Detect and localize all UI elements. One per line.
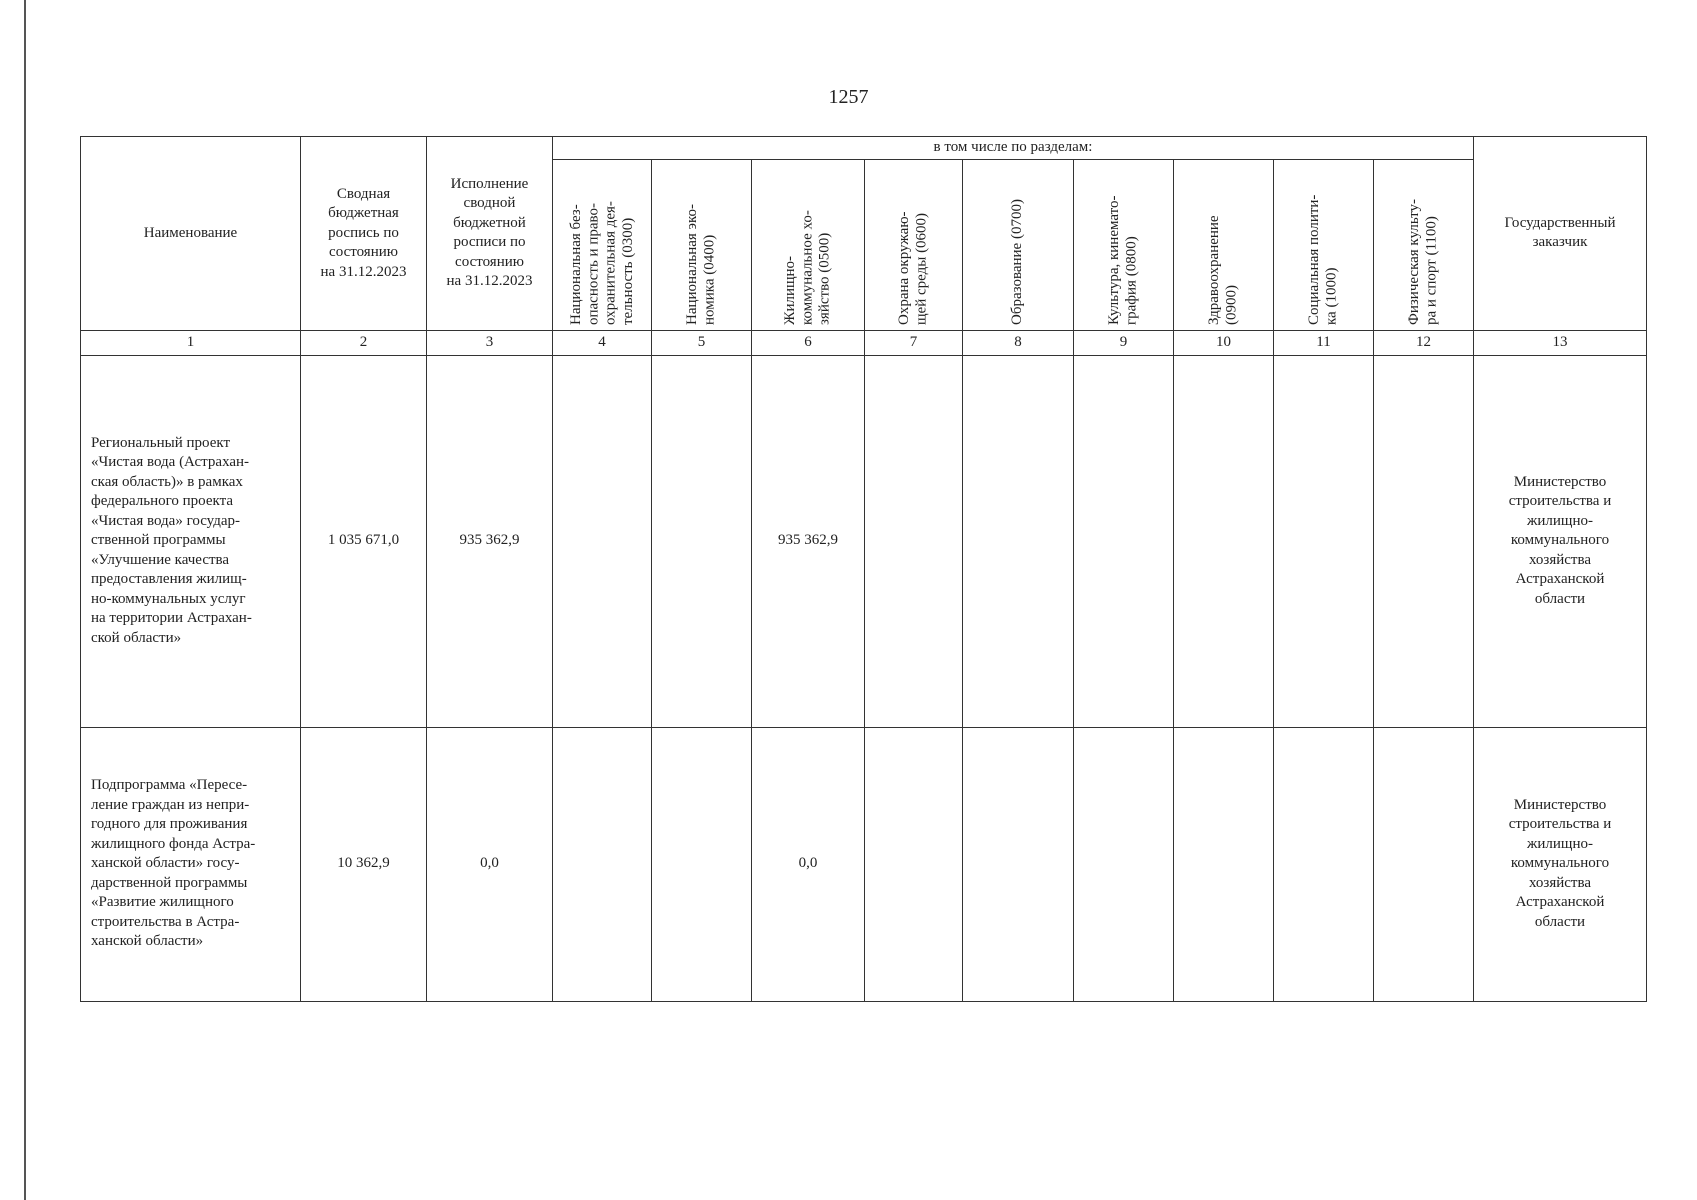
row-execution: 0,0: [427, 727, 553, 1001]
row-section-0600: [865, 727, 963, 1001]
column-number-row: [81, 330, 1647, 355]
column-number: 4: [553, 330, 652, 355]
row-section-0800: [1074, 355, 1174, 727]
header-section-0900: Здравоохранение (0900): [1174, 159, 1274, 330]
column-number: 9: [1074, 330, 1174, 355]
header-row-top: [81, 137, 1647, 160]
header-section-0500: Жилищно- коммунальное хо- зяйство (0500): [752, 159, 865, 330]
row-plan: 10 362,9: [301, 727, 427, 1001]
page-binding-line: [24, 0, 26, 1200]
column-number: 3: [427, 330, 553, 355]
page-number: 1257: [828, 86, 869, 108]
row-section-0700: [963, 355, 1074, 727]
row-section-0600: [865, 355, 963, 727]
column-number: 10: [1174, 330, 1274, 355]
header-section-1100: Физическая культу- ра и спорт (1100): [1374, 159, 1474, 330]
row-section-0900: [1174, 727, 1274, 1001]
budget-table: [80, 136, 1647, 1002]
row-section-0700: [963, 727, 1074, 1001]
header-section-0800: Культура, кинемато- графия (0800): [1074, 159, 1174, 330]
row-section-0800: [1074, 727, 1174, 1001]
column-number: 13: [1474, 330, 1647, 355]
row-name: Подпрограмма «Пересе- ление граждан из непри- годного для проживания жилищного фонда Астра- ханской области» госу- дарственной программы «Развитие жилищного строительства в Астра- ханской области»: [81, 727, 301, 1001]
header-execution: Исполнение сводной бюджетной росписи по состоянию на 31.12.2023: [427, 137, 553, 331]
row-section-0300: [553, 355, 652, 727]
header-customer: Государственный заказчик: [1474, 137, 1647, 331]
header-plan: Сводная бюджетная роспись по состоянию на 31.12.2023: [301, 137, 427, 331]
table-row: [81, 355, 1647, 727]
row-section-1100: [1374, 727, 1474, 1001]
table-row: [81, 727, 1647, 1001]
row-section-0400: [652, 355, 752, 727]
header-sections-title: в том числе по разделам:: [553, 137, 1474, 160]
row-execution: 935 362,9: [427, 355, 553, 727]
row-section-0900: [1174, 355, 1274, 727]
row-section-1100: [1374, 355, 1474, 727]
header-section-0600: Охрана окружаю- щей среды (0600): [865, 159, 963, 330]
row-section-1000: [1274, 727, 1374, 1001]
header-section-0400: Национальная эко- номика (0400): [652, 159, 752, 330]
row-section-0500: 935 362,9: [752, 355, 865, 727]
row-plan: 1 035 671,0: [301, 355, 427, 727]
column-number: 5: [652, 330, 752, 355]
header-section-1000: Социальная полити- ка (1000): [1274, 159, 1374, 330]
column-number: 6: [752, 330, 865, 355]
column-number: 1: [81, 330, 301, 355]
column-number: 2: [301, 330, 427, 355]
header-name: Наименование: [81, 137, 301, 331]
column-number: 12: [1374, 330, 1474, 355]
column-number: 11: [1274, 330, 1374, 355]
row-section-0400: [652, 727, 752, 1001]
column-number: 7: [865, 330, 963, 355]
row-customer: Министерство строительства и жилищно- коммунального хозяйства Астраханской области: [1474, 727, 1647, 1001]
row-section-1000: [1274, 355, 1374, 727]
row-section-0500: 0,0: [752, 727, 865, 1001]
column-number: 8: [963, 330, 1074, 355]
header-section-0700: Образование (0700): [963, 159, 1074, 330]
row-name: Региональный проект «Чистая вода (Астрахан- ская область)» в рамках федерального проекта «Чистая вода» государ- ственной программы «Улучшение качества предоставления жилищ- но-коммунальных услуг на территории Астрахан- ской области»: [81, 355, 301, 727]
header-section-0300: Национальная без- опасность и право- охранительная дея- тельность (0300): [553, 159, 652, 330]
row-customer: Министерство строительства и жилищно- коммунального хозяйства Астраханской области: [1474, 355, 1647, 727]
row-section-0300: [553, 727, 652, 1001]
